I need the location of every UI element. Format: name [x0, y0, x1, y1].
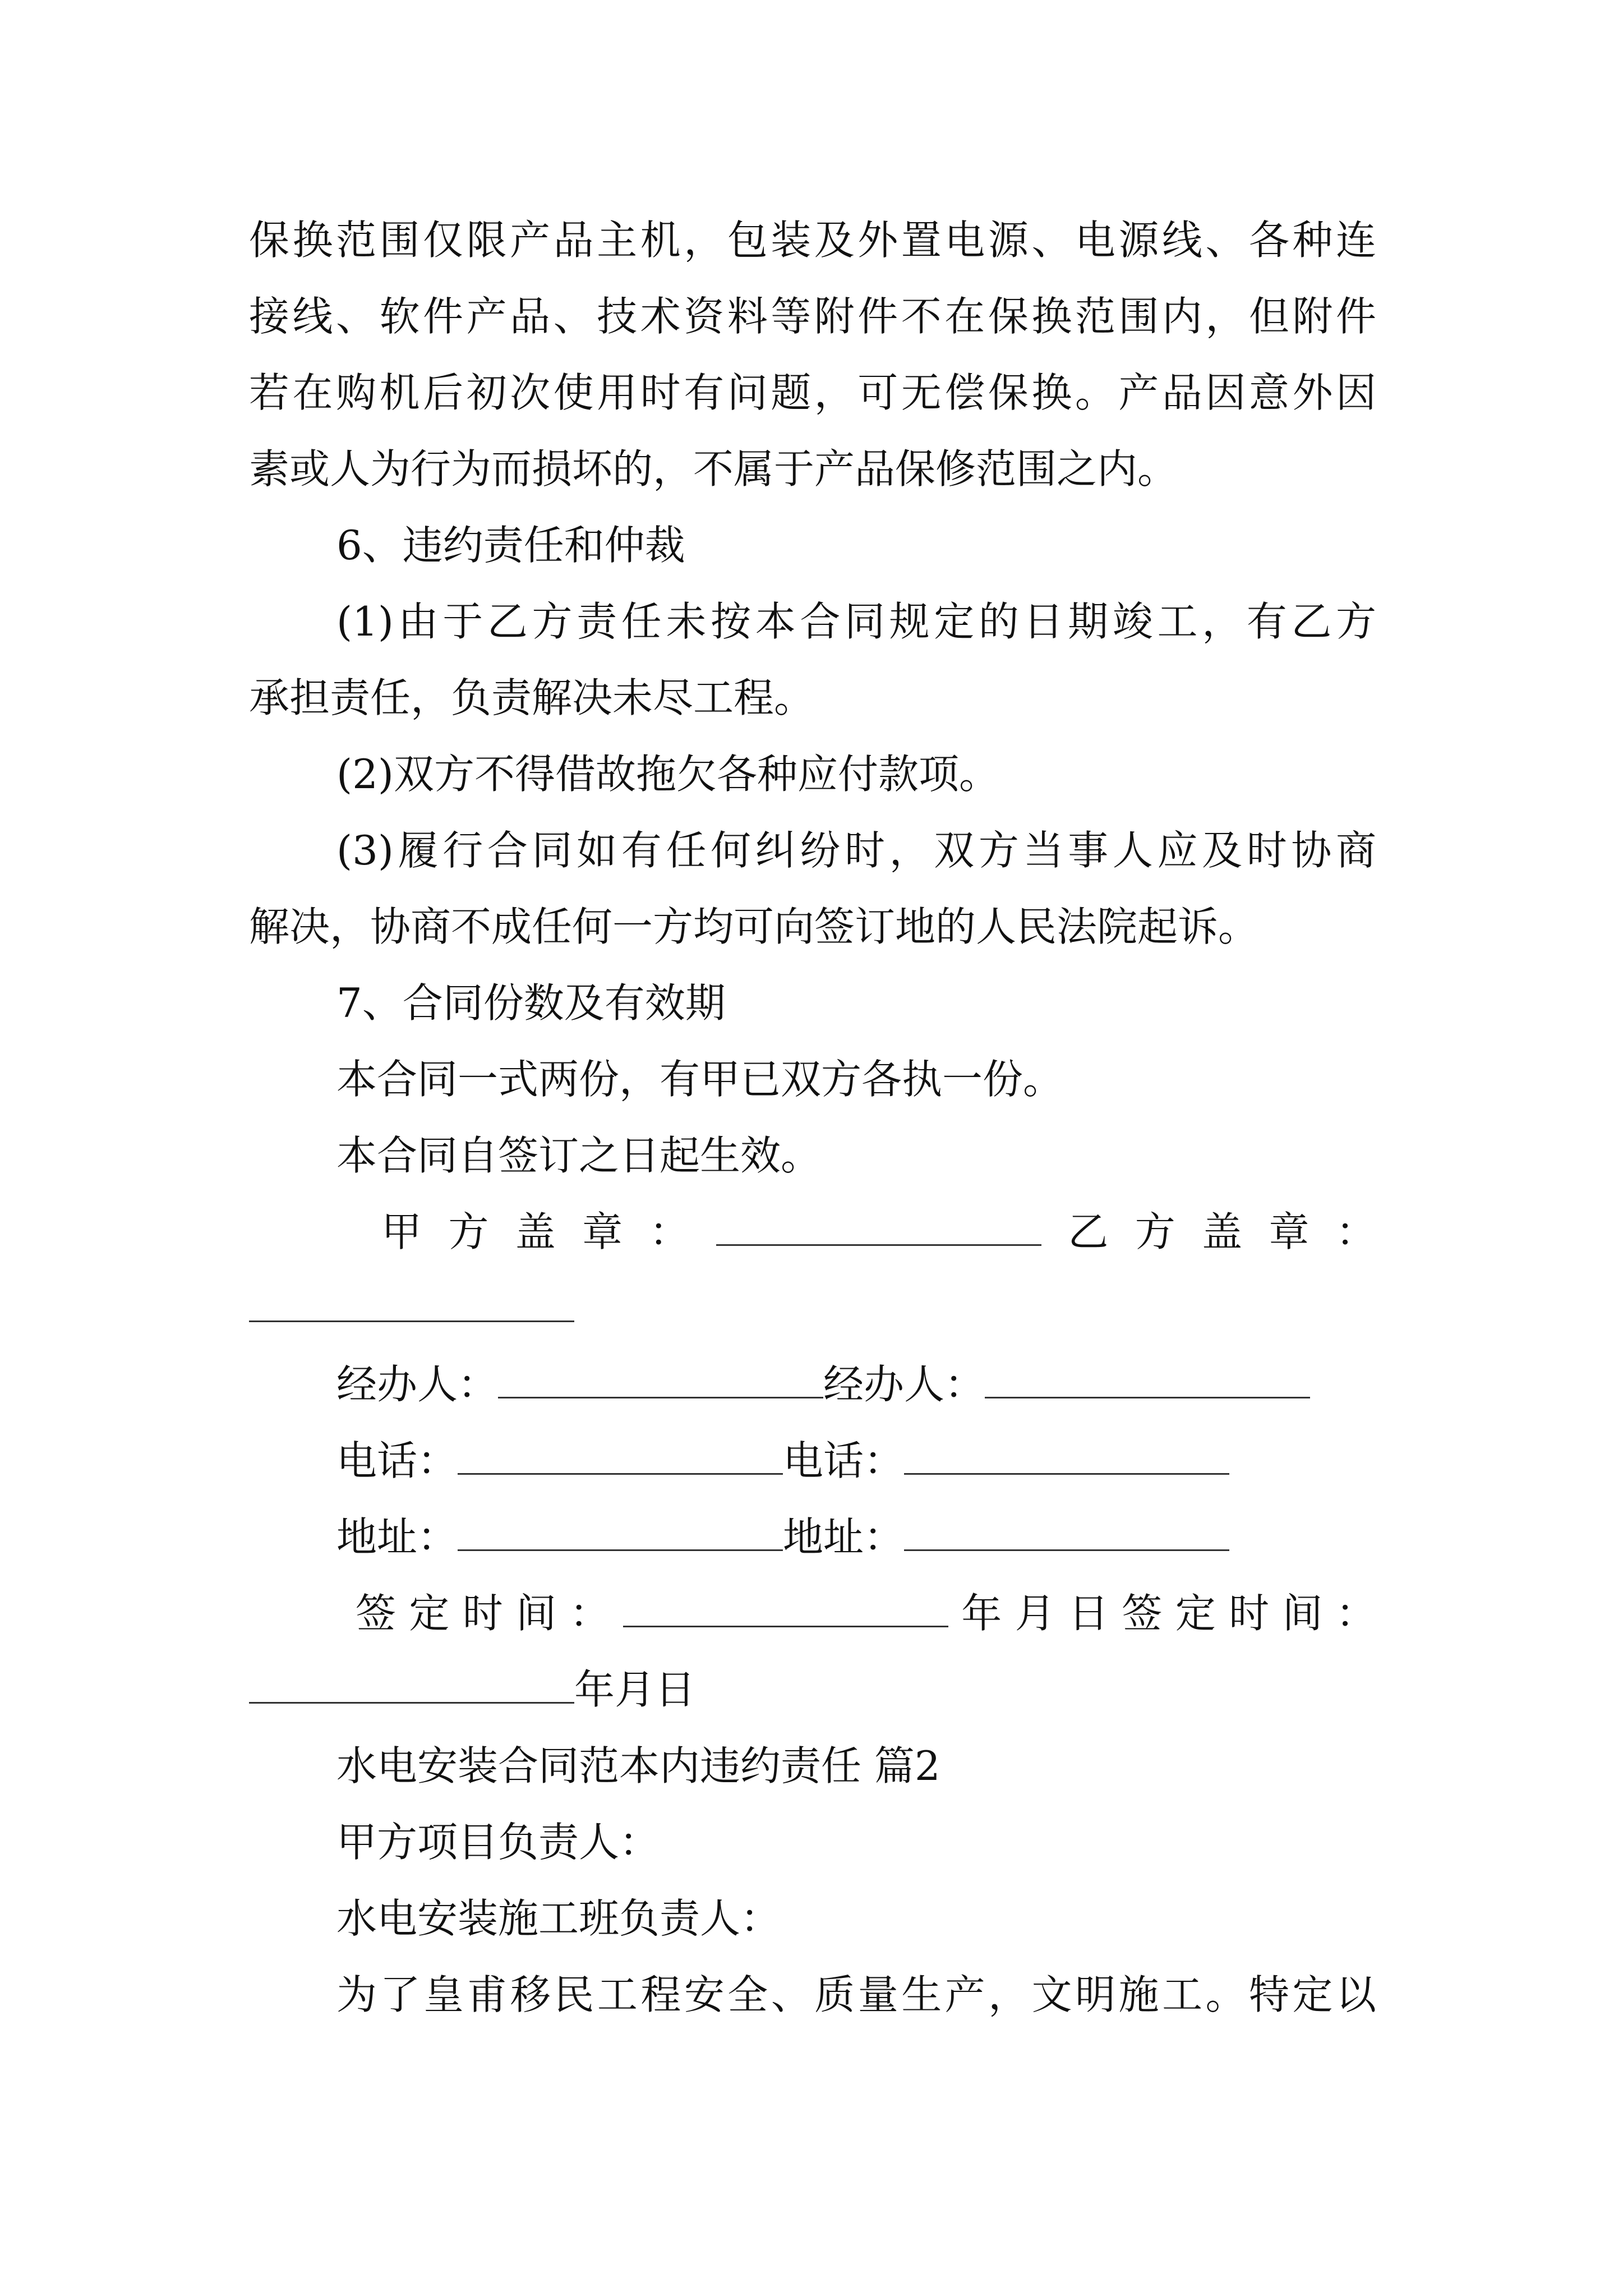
party-a-sign-time-blank [623, 1598, 948, 1627]
party-b-agent-label: 经办人： [823, 1361, 985, 1408]
party-a-seal-char: 章 [582, 1208, 623, 1255]
party-b-address-blank [904, 1521, 1229, 1551]
party-a-sign-time-char: 签 [356, 1590, 396, 1637]
party-a-agent-blank [498, 1369, 823, 1398]
section-title: 水电安装合同范本内违约责任 篇2 [336, 1742, 940, 1789]
installer-lead-line: 水电安装施工班负责人： [336, 1895, 781, 1942]
party-a-address-blank [458, 1521, 783, 1551]
address-line [336, 1503, 1376, 1571]
party-a-date-char: 日 [1068, 1590, 1109, 1637]
party-a-sign-time-char: 时 [462, 1590, 503, 1637]
party-a-seal-char: 盖 [515, 1208, 556, 1255]
party-b-sign-time-char: 时 [1229, 1590, 1270, 1637]
paragraph-line: 若在购机后初次使用时有问题，可无偿保换。产品因意外因 [249, 369, 1376, 416]
party-b-sign-time-char: 签 [1122, 1590, 1163, 1637]
party-b-phone-label: 电话： [783, 1437, 905, 1484]
party-a-phone-blank [458, 1445, 783, 1475]
paragraph-line: 本合同自签订之日起生效。 [336, 1132, 822, 1179]
intro-line: 为了皇甫移民工程安全、质量生产，文明施工。特定以 [336, 1971, 1376, 2018]
seal-line-continued [249, 1274, 1376, 1342]
party-a-sign-time-char: ： [569, 1590, 610, 1637]
clause-line: (2)双方不得借故拖欠各种应付款项。 [336, 751, 999, 798]
party-a-sign-time-char: 间 [516, 1590, 557, 1637]
clause-line: (1)由于乙方责任未按本合同规定的日期竣工，有乙方 [336, 598, 1376, 645]
clause-line: (3)履行合同如有任何纠纷时，双方当事人应及时协商 [336, 827, 1376, 874]
party-b-seal-char: 乙 [1068, 1208, 1109, 1255]
party-a-date-char: 月 [1015, 1590, 1055, 1637]
party-b-sign-time-blank [249, 1674, 574, 1704]
party-a-seal-char: ： [649, 1208, 690, 1255]
clause-line: 承担责任，负责解决未尽工程。 [249, 674, 815, 721]
agent-line [336, 1351, 1376, 1418]
party-b-phone-blank [904, 1445, 1229, 1475]
paragraph-line: 保换范围仅限产品主机，包装及外置电源、电源线、各种连 [249, 217, 1376, 264]
party-a-lead-line: 甲方项目负责人： [336, 1819, 660, 1866]
clause-line: 解决，协商不成任何一方均可向签订地的人民法院起诉。 [249, 903, 1259, 950]
party-b-agent-blank [985, 1369, 1310, 1398]
party-b-sign-time-char: 定 [1175, 1590, 1216, 1637]
section-heading: 7、合同份数及有效期 [336, 979, 726, 1027]
party-b-sign-time-char: 间 [1282, 1590, 1323, 1637]
section-heading: 6、违约责任和仲裁 [336, 522, 685, 569]
party-b-address-label: 地址： [783, 1513, 905, 1561]
paragraph-line: 接线、软件产品、技术资料等附件不在保换范围内，但附件 [249, 293, 1376, 340]
party-b-seal-char: 章 [1269, 1208, 1310, 1255]
party-a-phone-label: 电话： [336, 1437, 458, 1484]
sign-time-line-continued [249, 1656, 1376, 1723]
party-b-sign-time-char: ： [1335, 1590, 1376, 1637]
party-b-seal-char: ： [1335, 1208, 1376, 1255]
sign-time-line [356, 1580, 1376, 1647]
party-b-date-text: 年月日 [574, 1666, 696, 1713]
party-a-seal-char: 方 [448, 1208, 489, 1255]
seal-line [381, 1198, 1376, 1266]
phone-line [336, 1427, 1376, 1494]
party-b-seal-char: 盖 [1202, 1208, 1243, 1255]
party-b-seal-char: 方 [1135, 1208, 1175, 1255]
paragraph-line: 素或人为行为而损坏的，不属于产品保修范围之内。 [249, 445, 1178, 493]
party-b-seal-blank [249, 1292, 574, 1322]
party-a-address-label: 地址： [336, 1513, 458, 1561]
party-a-sign-time-char: 定 [409, 1590, 450, 1637]
party-a-seal-blank [716, 1216, 1041, 1246]
party-a-seal-char: 甲 [381, 1208, 422, 1255]
party-a-agent-label: 经办人： [336, 1361, 499, 1408]
paragraph-line: 本合同一式两份，有甲已双方各执一份。 [336, 1056, 1064, 1103]
party-a-date-char: 年 [961, 1590, 1002, 1637]
